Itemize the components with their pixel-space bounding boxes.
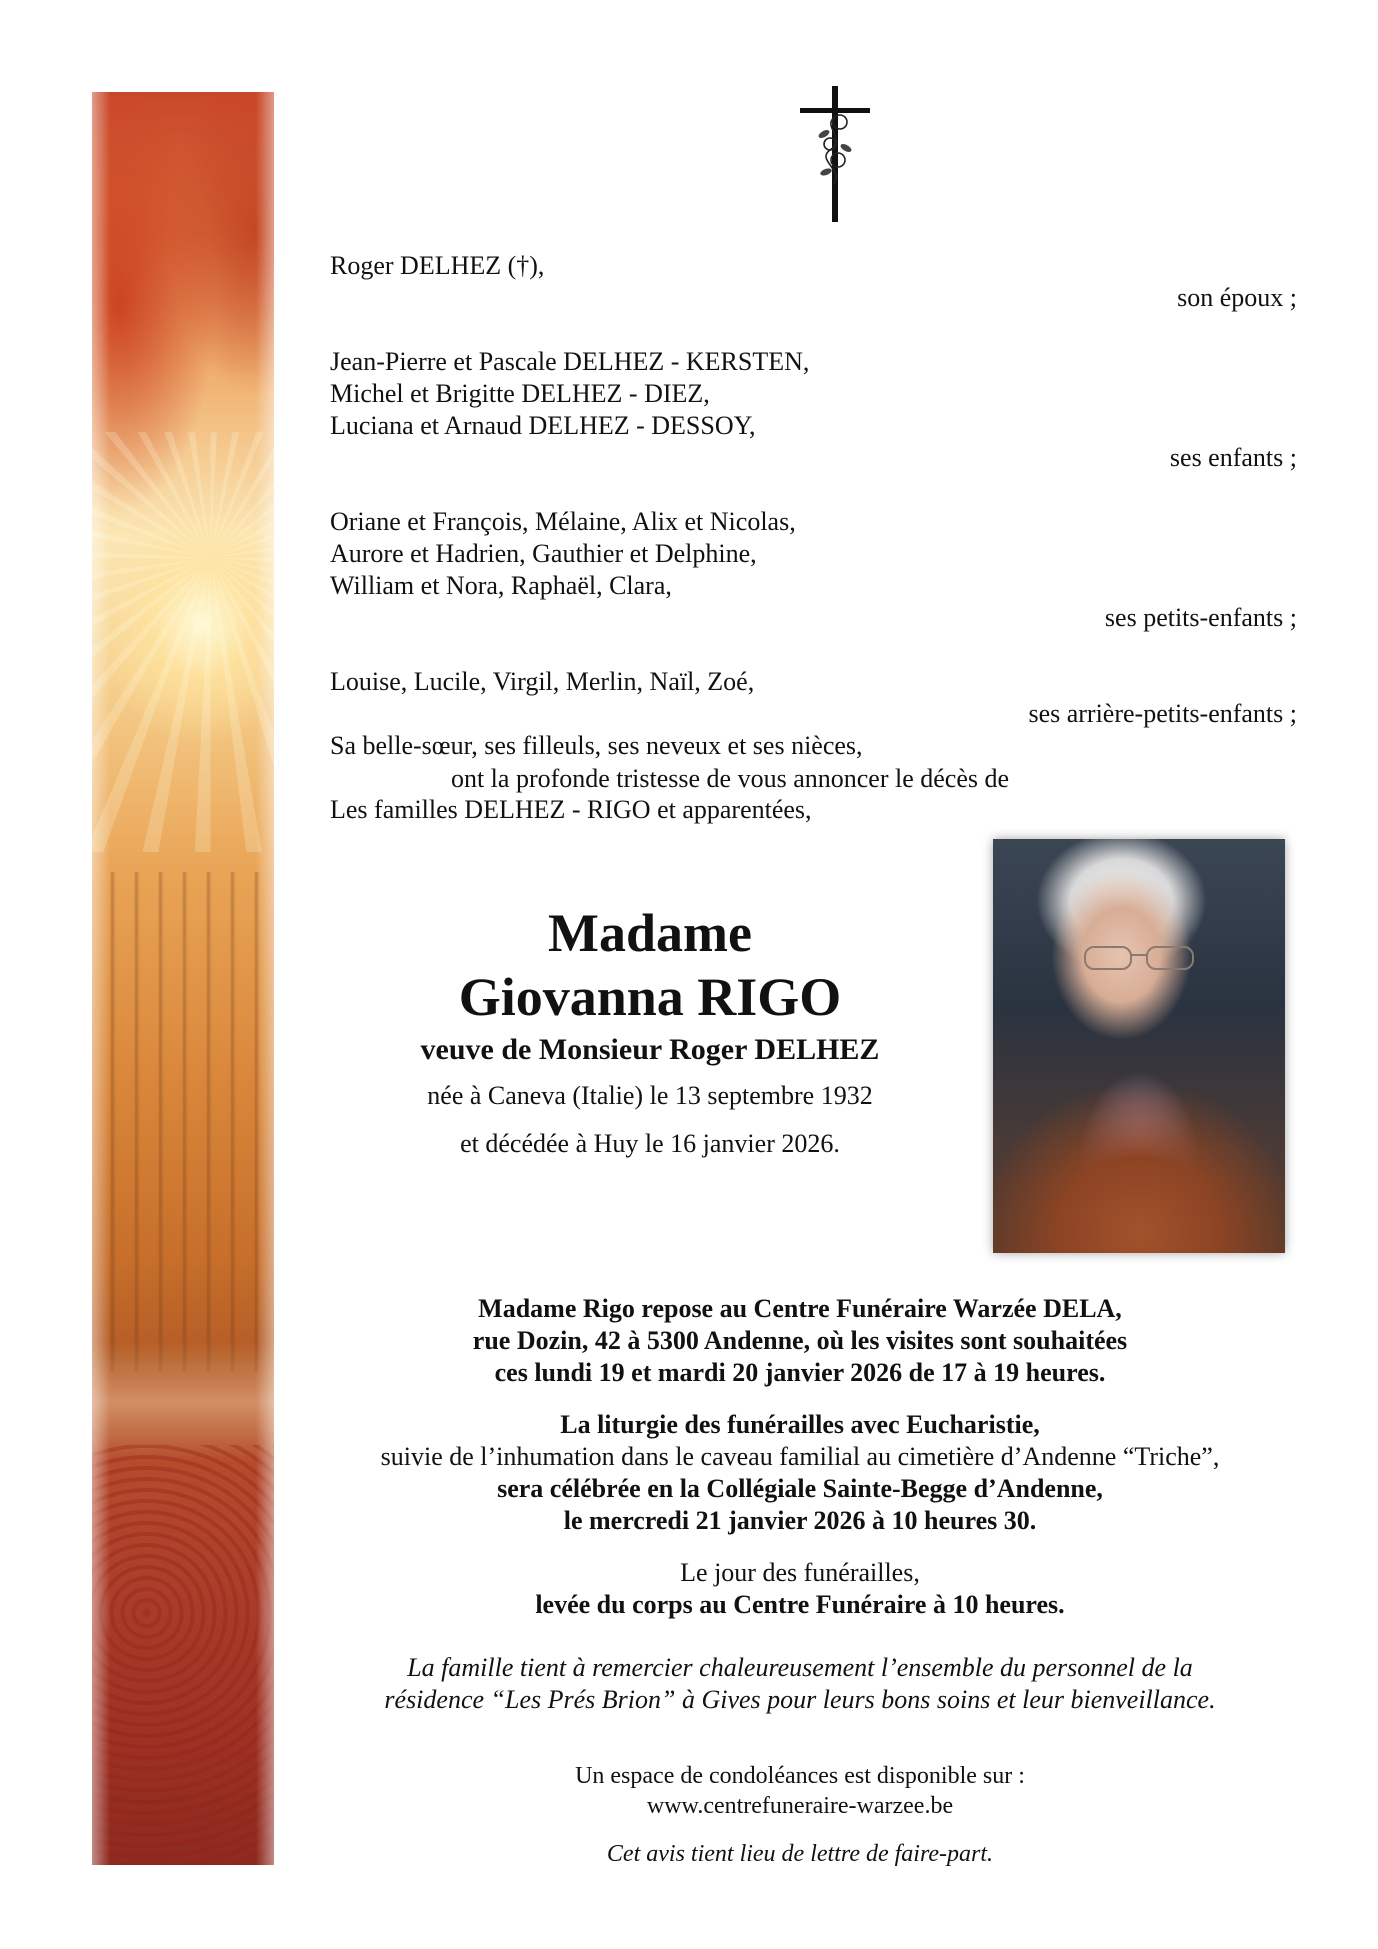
family-names: Sa belle-sœur, ses filleuls, ses neveux et ses nièces, [330, 731, 863, 760]
family-names: Oriane et François, Mélaine, Alix et Nicolas, [330, 507, 796, 536]
family-names: Roger DELHEZ (†), [330, 251, 545, 280]
deceased-title: Madame [548, 903, 752, 963]
family-relation: ses enfants ; [1169, 443, 1297, 472]
funeral-line-2: suivie de l’inhumation dans le caveau familial au cimetière d’Andenne “Triche”, [380, 1442, 1220, 1471]
visitation-line-3: ces lundi 19 et mardi 20 janvier 2026 de 17 à 19 heures. [494, 1358, 1106, 1387]
visitation-line-1: Madame Rigo repose au Centre Funéraire Warzée DELA, [478, 1294, 1122, 1323]
tree-trunks [92, 872, 274, 1372]
family-names: Luciana et Arnaud DELHEZ - DESSOY, [330, 411, 756, 440]
thanks-note [300, 1652, 1300, 1716]
family-relation: ses arrière-petits-enfants ; [1028, 699, 1297, 728]
glasses-detail [1081, 943, 1199, 973]
autumn-forest-strip [92, 92, 274, 1865]
family-relation: son époux ; [1177, 283, 1297, 312]
spacer [330, 634, 1297, 666]
family-relation: ses petits-enfants ; [1104, 603, 1297, 632]
death-line: et décédée à Huy le 16 janvier 2026. [460, 1129, 840, 1158]
spacer [330, 314, 1297, 346]
levee-line-2: levée du corps au Centre Funéraire à 10 heures. [535, 1590, 1065, 1619]
levee-line-1: Le jour des funérailles, [680, 1558, 920, 1587]
family-names: Michel et Brigitte DELHEZ - DIEZ, [330, 379, 710, 408]
funeral-line-4: le mercredi 21 janvier 2026 à 10 heures 30. [563, 1506, 1037, 1535]
family-names: Jean-Pierre et Pascale DELHEZ - KERSTEN, [330, 347, 810, 376]
thanks-line-2: résidence “Les Prés Brion” à Gives pour leurs bons soins et leur bienveillance. [384, 1685, 1216, 1714]
faire-part-note: Cet avis tient lieu de lettre de faire-part. [606, 1841, 994, 1867]
spacer [330, 474, 1297, 506]
family-names: Louise, Lucile, Virgil, Merlin, Naïl, Zoé, [330, 667, 755, 696]
widow-of: veuve de Monsieur Roger DELHEZ [420, 1033, 880, 1066]
family-names: Les familles DELHEZ - RIGO et apparentées, [330, 795, 812, 824]
cross-with-rose-icon [800, 86, 870, 222]
visitation-line-2: rue Dozin, 42 à 5300 Andenne, où les visites sont souhaitées [472, 1326, 1128, 1355]
deceased-block [340, 902, 960, 1160]
family-list [330, 250, 1297, 826]
condolences-text: Un espace de condoléances est disponible sur : [575, 1763, 1025, 1789]
birth-line: née à Caneva (Italie) le 13 septembre 1932 [427, 1081, 873, 1110]
fallen-leaves [92, 1445, 274, 1865]
funeral-line-1: La liturgie des funérailles avec Eucharistie, [560, 1410, 1040, 1439]
sun-rays [92, 432, 274, 852]
condolences [300, 1761, 1300, 1821]
funeral-line-3: sera célébrée en la Collégiale Sainte-Begge d’Andenne, [497, 1474, 1103, 1503]
thanks-line-1: La famille tient à remercier chaleureusement l’ensemble du personnel de la [407, 1653, 1193, 1682]
announcement-intro: ont la profonde tristesse de vous annoncer le décès de [450, 764, 1010, 793]
forest-path [92, 1342, 274, 1462]
portrait-photo [993, 839, 1285, 1253]
family-names: William et Nora, Raphaël, Clara, [330, 571, 672, 600]
deceased-name: Giovanna RIGO [458, 967, 842, 1027]
condolences-url[interactable]: www.centrefuneraire-warzee.be [646, 1793, 954, 1819]
funeral-details [300, 1293, 1300, 1621]
family-names: Aurore et Hadrien, Gauthier et Delphine, [330, 539, 757, 568]
